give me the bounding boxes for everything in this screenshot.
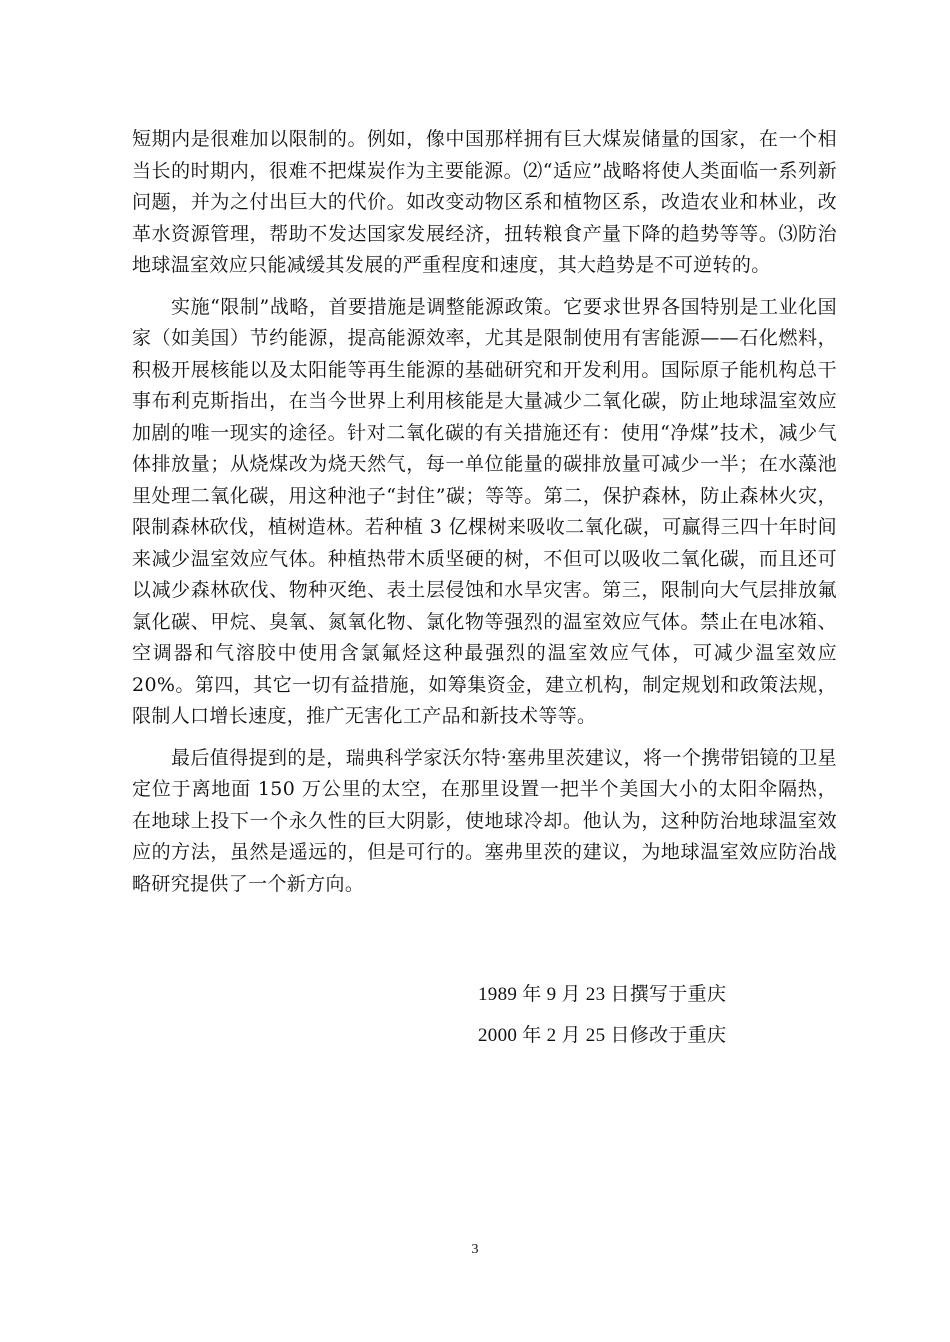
paragraph-restriction-strategy: 实施“限制”战略，首要措施是调整能源政策。它要求世界各国特别是工业化国家（如美国）节约能源，提高能源效率，尤其是限制使用有害能源——石化燃料，积极开展核能以及太阳能等再生能源的基础研究和开发利用。国际原子能机构总干事布利克斯指出，在当今世界上利用核能是大量减少二氧化碳，防止地球温室效应加剧的唯一现实的途径。针对二氧化碳的有关措施还有：使用“净煤”技术，减少气体排放量；从烧煤改为烧天然气，每一单位能量的碳排放量可减少一半；在水藻池里处理二氧化碳，用这种池子“封住”碳；等等。第二，保护森林，防止森林火灾，限制森林砍伐，植树造林。若种植 3 亿棵树来吸收二氧化碳，可赢得三四十年时间来减少温室效应气体。种植热带木质坚硬的树，不但可以吸收二氧化碳，而且还可以减少森林砍伐、物种灭绝、表土层侵蚀和水旱灾害。第三，限制向大气层排放氟氯化碳、甲烷、臭氧、氮氧化物、氯化物等强烈的温室效应气体。禁止在电冰箱、空调器和气溶胶中使用含氯氟烃这种最强烈的温室效应气体，可减少温室效应 20%。第四，其它一切有益措施，如筹集资金，建立机构，制定规划和政策法规，限制人口增长速度，推广无害化工产品和新技术等等。 bbox=[132, 295, 837, 727]
document-body bbox=[132, 124, 837, 910]
revised-date-line: 2000 年 2 月 25 日修改于重庆 bbox=[478, 1025, 727, 1046]
signature-block bbox=[478, 974, 726, 1056]
paragraph-continuation: 短期内是很难加以限制的。例如，像中国那样拥有巨大煤炭储量的国家，在一个相当长的时期内，很难不把煤炭作为主要能源。⑵“适应”战略将使人类面临一系列新问题，并为之付出巨大的代价。如改变动物区系和植物区系，改造农业和林业，改革水资源管理，帮助不发达国家发展经济，扭转粮食产量下降的趋势等等。⑶防治地球温室效应只能减缓其发展的严重程度和速度，其大趋势是不可逆转的。 bbox=[132, 128, 837, 276]
written-date-line: 1989 年 9 月 23 日撰写于重庆 bbox=[478, 984, 727, 1005]
page-number: 3 bbox=[471, 1242, 479, 1257]
paragraph-sunshade-proposal: 最后值得提到的是，瑞典科学家沃尔特·塞弗里茨建议，将一个携带铝镜的卫星定位于离地面 150 万公里的太空，在那里设置一把半个美国大小的太阳伞隔热，在地球上投下一个永久性的巨大阴影，使地球冷却。他认为，这种防治地球温室效应的方法，虽然是遥远的，但是可行的。塞弗里茨的建议，为地球温室效应防治战略研究提供了一个新方向。 bbox=[132, 746, 837, 895]
